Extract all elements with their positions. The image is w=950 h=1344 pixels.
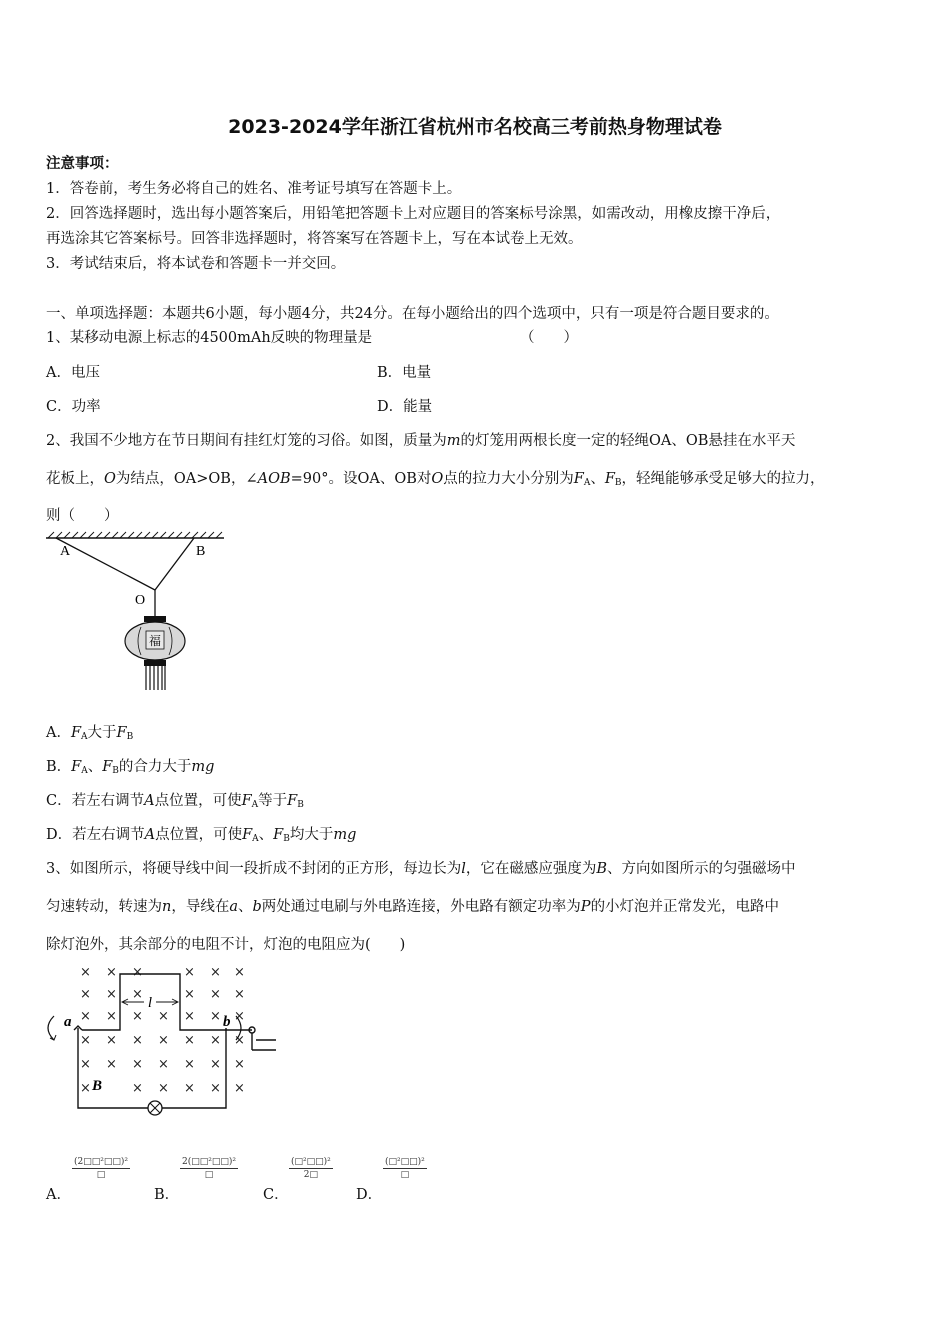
- field-cross: ×: [210, 1057, 221, 1072]
- field-cross: ×: [132, 1081, 143, 1096]
- field-cross: ×: [234, 1057, 245, 1072]
- page-title: 2023-2024学年浙江省杭州市名校高三考前热身物理试卷: [228, 116, 722, 138]
- q2-stem-line3: 则（ ）: [46, 508, 119, 524]
- notice-item-1: 1．答卷前，考生务必将自己的姓名、准考证号填写在答题卡上。: [46, 181, 462, 197]
- field-cross: ×: [106, 965, 117, 980]
- rope-oa: [56, 538, 155, 590]
- field-cross: ×: [158, 1081, 169, 1096]
- q2-option-a[interactable]: A．$F_A$大于$F_B$: [46, 725, 134, 742]
- q3-stem-line1: 3、如图所示，将硬导线中间一段折成不封闭的正方形，每边长为l，它在磁感应强度为B、方向如图所示的匀强磁场中: [46, 861, 796, 877]
- notice-heading: 注意事项：: [46, 155, 119, 172]
- field-cross: ×: [210, 1033, 221, 1048]
- notice-item-2: 2．回答选择题时，选出每小题答案后，用铅笔把答题卡上对应题目的答案标号涂黑，如需改动，用橡皮擦干净后，: [46, 206, 781, 222]
- q1-option-b[interactable]: B．电量: [377, 365, 432, 381]
- q3-option-d-formula[interactable]: (□²□□)² □: [385, 1157, 425, 1180]
- notice-item-3: 3．考试结束后，将本试卷和答题卡一并交回。: [46, 256, 346, 272]
- q2-stem-line1: 2、我国不少地方在节日期间有挂红灯笼的习俗。如图，质量为m的灯笼用两根长度一定的轻绳OA、OB悬挂在水平天: [46, 433, 796, 449]
- field-cross: ×: [80, 1033, 91, 1048]
- field-cross: ×: [184, 1057, 195, 1072]
- label-a: a: [64, 1014, 72, 1030]
- lantern: [125, 616, 185, 690]
- field-cross: ×: [80, 1057, 91, 1072]
- field-cross: ×: [184, 1009, 195, 1024]
- field-cross: ×: [158, 1009, 169, 1024]
- field-cross: ×: [106, 1057, 117, 1072]
- q2-lantern-figure: [40, 530, 240, 700]
- label-o: O: [135, 593, 146, 608]
- q3-option-a-formula[interactable]: (2□□²□□)² □: [74, 1157, 128, 1180]
- field-cross: ×: [132, 987, 143, 1002]
- field-cross: ×: [210, 1009, 221, 1024]
- q3-stem-line2: 匀速转动，转速为n，导线在a、b两处通过电刷与外电路连接，外电路有额定功率为P的小灯泡并正常发光，电路中: [46, 899, 780, 915]
- q3-option-c-formula[interactable]: (□²□□)² 2□: [291, 1157, 331, 1180]
- field-cross: ×: [106, 1033, 117, 1048]
- field-cross: ×: [210, 987, 221, 1002]
- field-cross: ×: [158, 1033, 169, 1048]
- field-cross: ×: [184, 1081, 195, 1096]
- field-cross: ×: [210, 965, 221, 980]
- field-cross: ×: [210, 1081, 221, 1096]
- q3-stem-line3: 除灯泡外，其余部分的电阻不计，灯泡的电阻应为( ): [46, 937, 406, 953]
- label-a: A: [60, 544, 71, 559]
- label-b: B: [196, 544, 206, 559]
- field-cross: ×: [234, 1009, 245, 1024]
- field-cross: ×: [132, 965, 143, 980]
- q3-option-c-label[interactable]: C．: [263, 1187, 289, 1203]
- field-cross: ×: [106, 1009, 117, 1024]
- q2-option-c[interactable]: C．若左右调节A点位置，可使$F_A$等于$F_B$: [46, 793, 304, 810]
- rope-ob: [155, 538, 194, 590]
- field-cross: ×: [80, 987, 91, 1002]
- q2-stem-line2: 花板上，O为结点，OA>OB，∠AOB=90°。设OA、OB对O点的拉力大小分别为$F_A$、$F_B$，轻绳能够承受足够大的拉力，: [46, 471, 825, 488]
- field-cross: ×: [80, 1081, 91, 1096]
- field-cross: ×: [132, 1009, 143, 1024]
- field-cross: ×: [158, 1057, 169, 1072]
- field-cross: ×: [184, 1033, 195, 1048]
- section-heading: 一、单项选择题：本题共6小题，每小题4分，共24分。在每小题给出的四个选项中，只有一项是符合题目要求的。: [46, 306, 779, 322]
- q1-option-d[interactable]: D．能量: [377, 399, 433, 415]
- q1-answer-paren: （ ）: [520, 330, 578, 346]
- q1-option-c[interactable]: C．功率: [46, 399, 101, 415]
- rotation-arrow-left: [48, 1016, 54, 1040]
- q1-option-a[interactable]: A．电压: [46, 365, 100, 381]
- label-b: b: [223, 1014, 231, 1030]
- q3-option-b-formula[interactable]: 2(□□²□□)² □: [182, 1157, 236, 1180]
- field-cross: ×: [184, 987, 195, 1002]
- lantern-character: 福: [148, 634, 162, 648]
- q2-option-b[interactable]: B．$F_A$、$F_B$的合力大于mg: [46, 759, 215, 776]
- lamp: [148, 1101, 162, 1115]
- field-cross: ×: [80, 1009, 91, 1024]
- field-cross: ×: [234, 965, 245, 980]
- field-cross: ×: [184, 965, 195, 980]
- field-cross: ×: [132, 1033, 143, 1048]
- ceiling: [46, 532, 224, 538]
- field-cross: ×: [132, 1057, 143, 1072]
- q2-option-d[interactable]: D．若左右调节A点位置，可使$F_A$、$F_B$均大于mg: [46, 827, 357, 844]
- q1-stem: 1、某移动电源上标志的4500mAh反映的物理量是: [46, 330, 373, 346]
- q3-circuit-figure: [40, 960, 290, 1120]
- field-cross: ×: [234, 1081, 245, 1096]
- label-field-b: B: [92, 1078, 103, 1094]
- field-cross: ×: [80, 965, 91, 980]
- notice-item-2-cont: 再选涂其它答案标号。回答非选择题时，将答案写在答题卡上，写在本试卷上无效。: [46, 231, 583, 247]
- q3-option-a-label[interactable]: A．: [46, 1187, 71, 1203]
- q3-option-d-label[interactable]: D．: [356, 1187, 383, 1203]
- wire-loop: [74, 974, 276, 1108]
- dimension-l: [122, 995, 178, 1011]
- field-cross: ×: [106, 987, 117, 1002]
- q3-option-b-label[interactable]: B．: [154, 1187, 180, 1203]
- label-l: l: [147, 995, 153, 1011]
- field-cross: ×: [234, 987, 245, 1002]
- field-cross: ×: [234, 1033, 245, 1048]
